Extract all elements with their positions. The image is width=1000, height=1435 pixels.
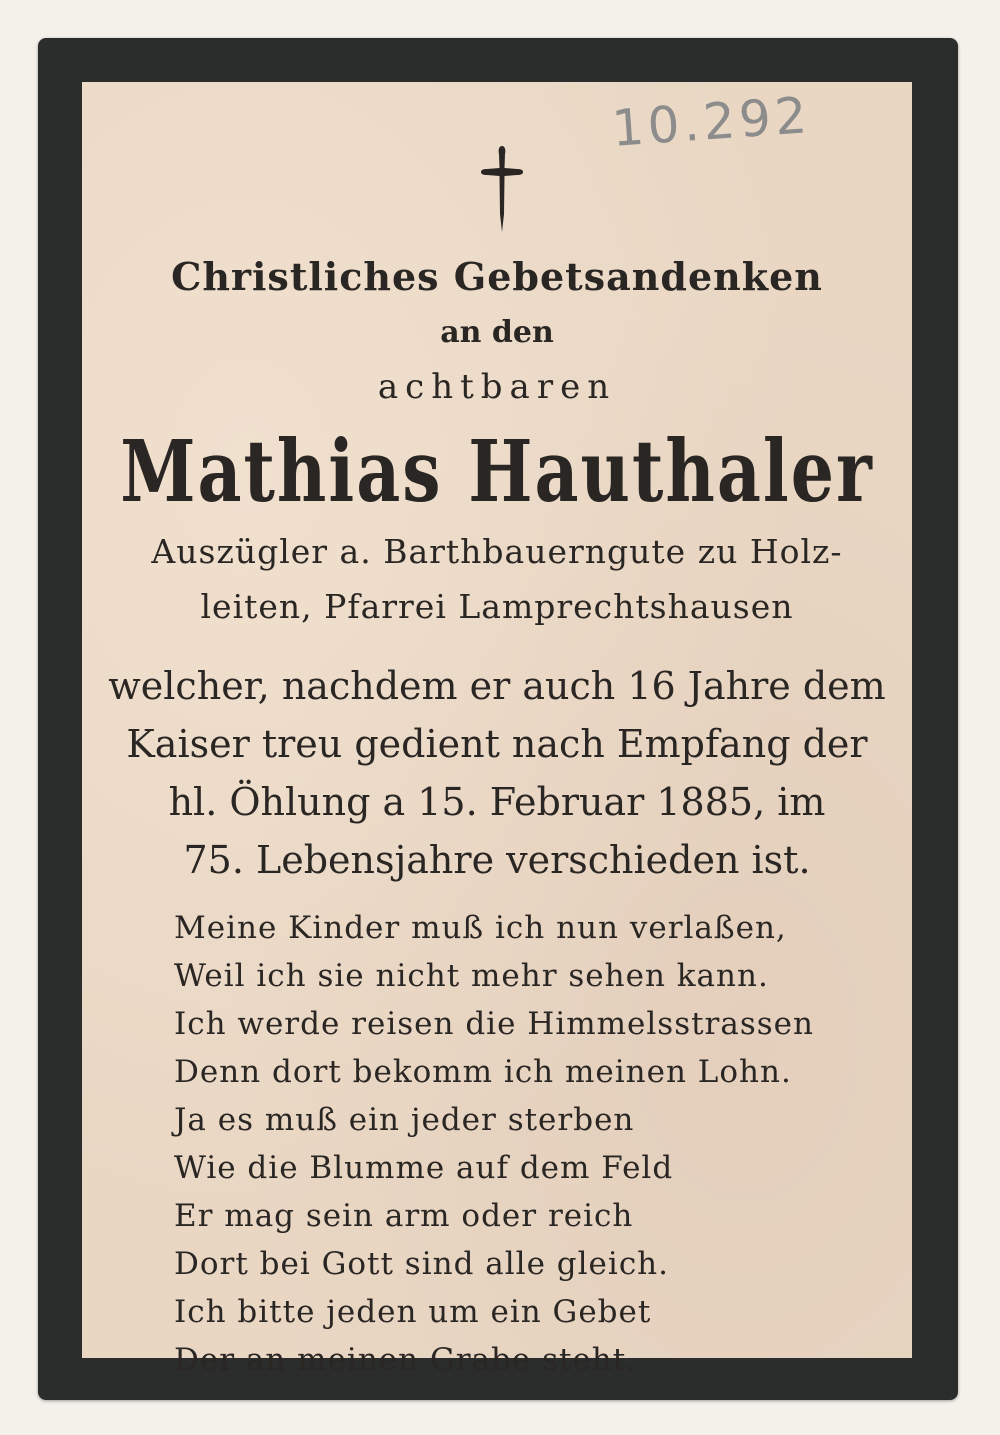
- poem-line: Der an meinen Grabe steht.: [174, 1342, 638, 1378]
- details-line: Kaiser treu gedient nach Empfang der: [126, 722, 868, 766]
- details-line: hl. Öhlung a 15. Februar 1885, im: [168, 780, 826, 824]
- poem: [174, 904, 814, 1384]
- catalog-number: 10.292: [610, 86, 813, 158]
- poem-line: Wie die Blumme auf dem Feld: [174, 1150, 674, 1186]
- deceased-name: Mathias Hauthaler: [120, 422, 874, 522]
- poem-line: Er mag sein arm oder reich: [174, 1198, 634, 1234]
- occupation-line: Auszügler a. Barthbauerngute zu Holz-: [151, 532, 843, 571]
- poem-line: Weil ich sie nicht mehr sehen kann.: [174, 958, 769, 994]
- card-paper: [82, 82, 912, 1378]
- poem-line: Dort bei Gott sind alle gleich.: [174, 1246, 670, 1282]
- details-line: 75. Lebensjahre verschieden ist.: [183, 838, 811, 882]
- details-line: welcher, nachdem er auch 16 Jahre dem: [108, 664, 886, 708]
- card-title: Christliches Gebetsandenken: [171, 254, 823, 299]
- occupation-line: leiten, Pfarrei Lamprechtshausen: [200, 587, 794, 626]
- honorific-line: achtbaren: [377, 367, 617, 407]
- poem-line: Ja es muß ein jeder sterben: [174, 1102, 635, 1138]
- poem-line: Denn dort bekomm ich meinen Lohn.: [174, 1054, 792, 1090]
- memorial-card: [38, 38, 958, 1400]
- cross-icon: [477, 144, 527, 234]
- dedication-line: an den: [440, 315, 554, 350]
- poem-line: Meine Kinder muß ich nun verlaßen,: [174, 910, 787, 946]
- poem-line: Ich werde reisen die Himmelsstrassen: [174, 1006, 814, 1042]
- poem-line: Ich bitte jeden um ein Gebet: [174, 1294, 652, 1330]
